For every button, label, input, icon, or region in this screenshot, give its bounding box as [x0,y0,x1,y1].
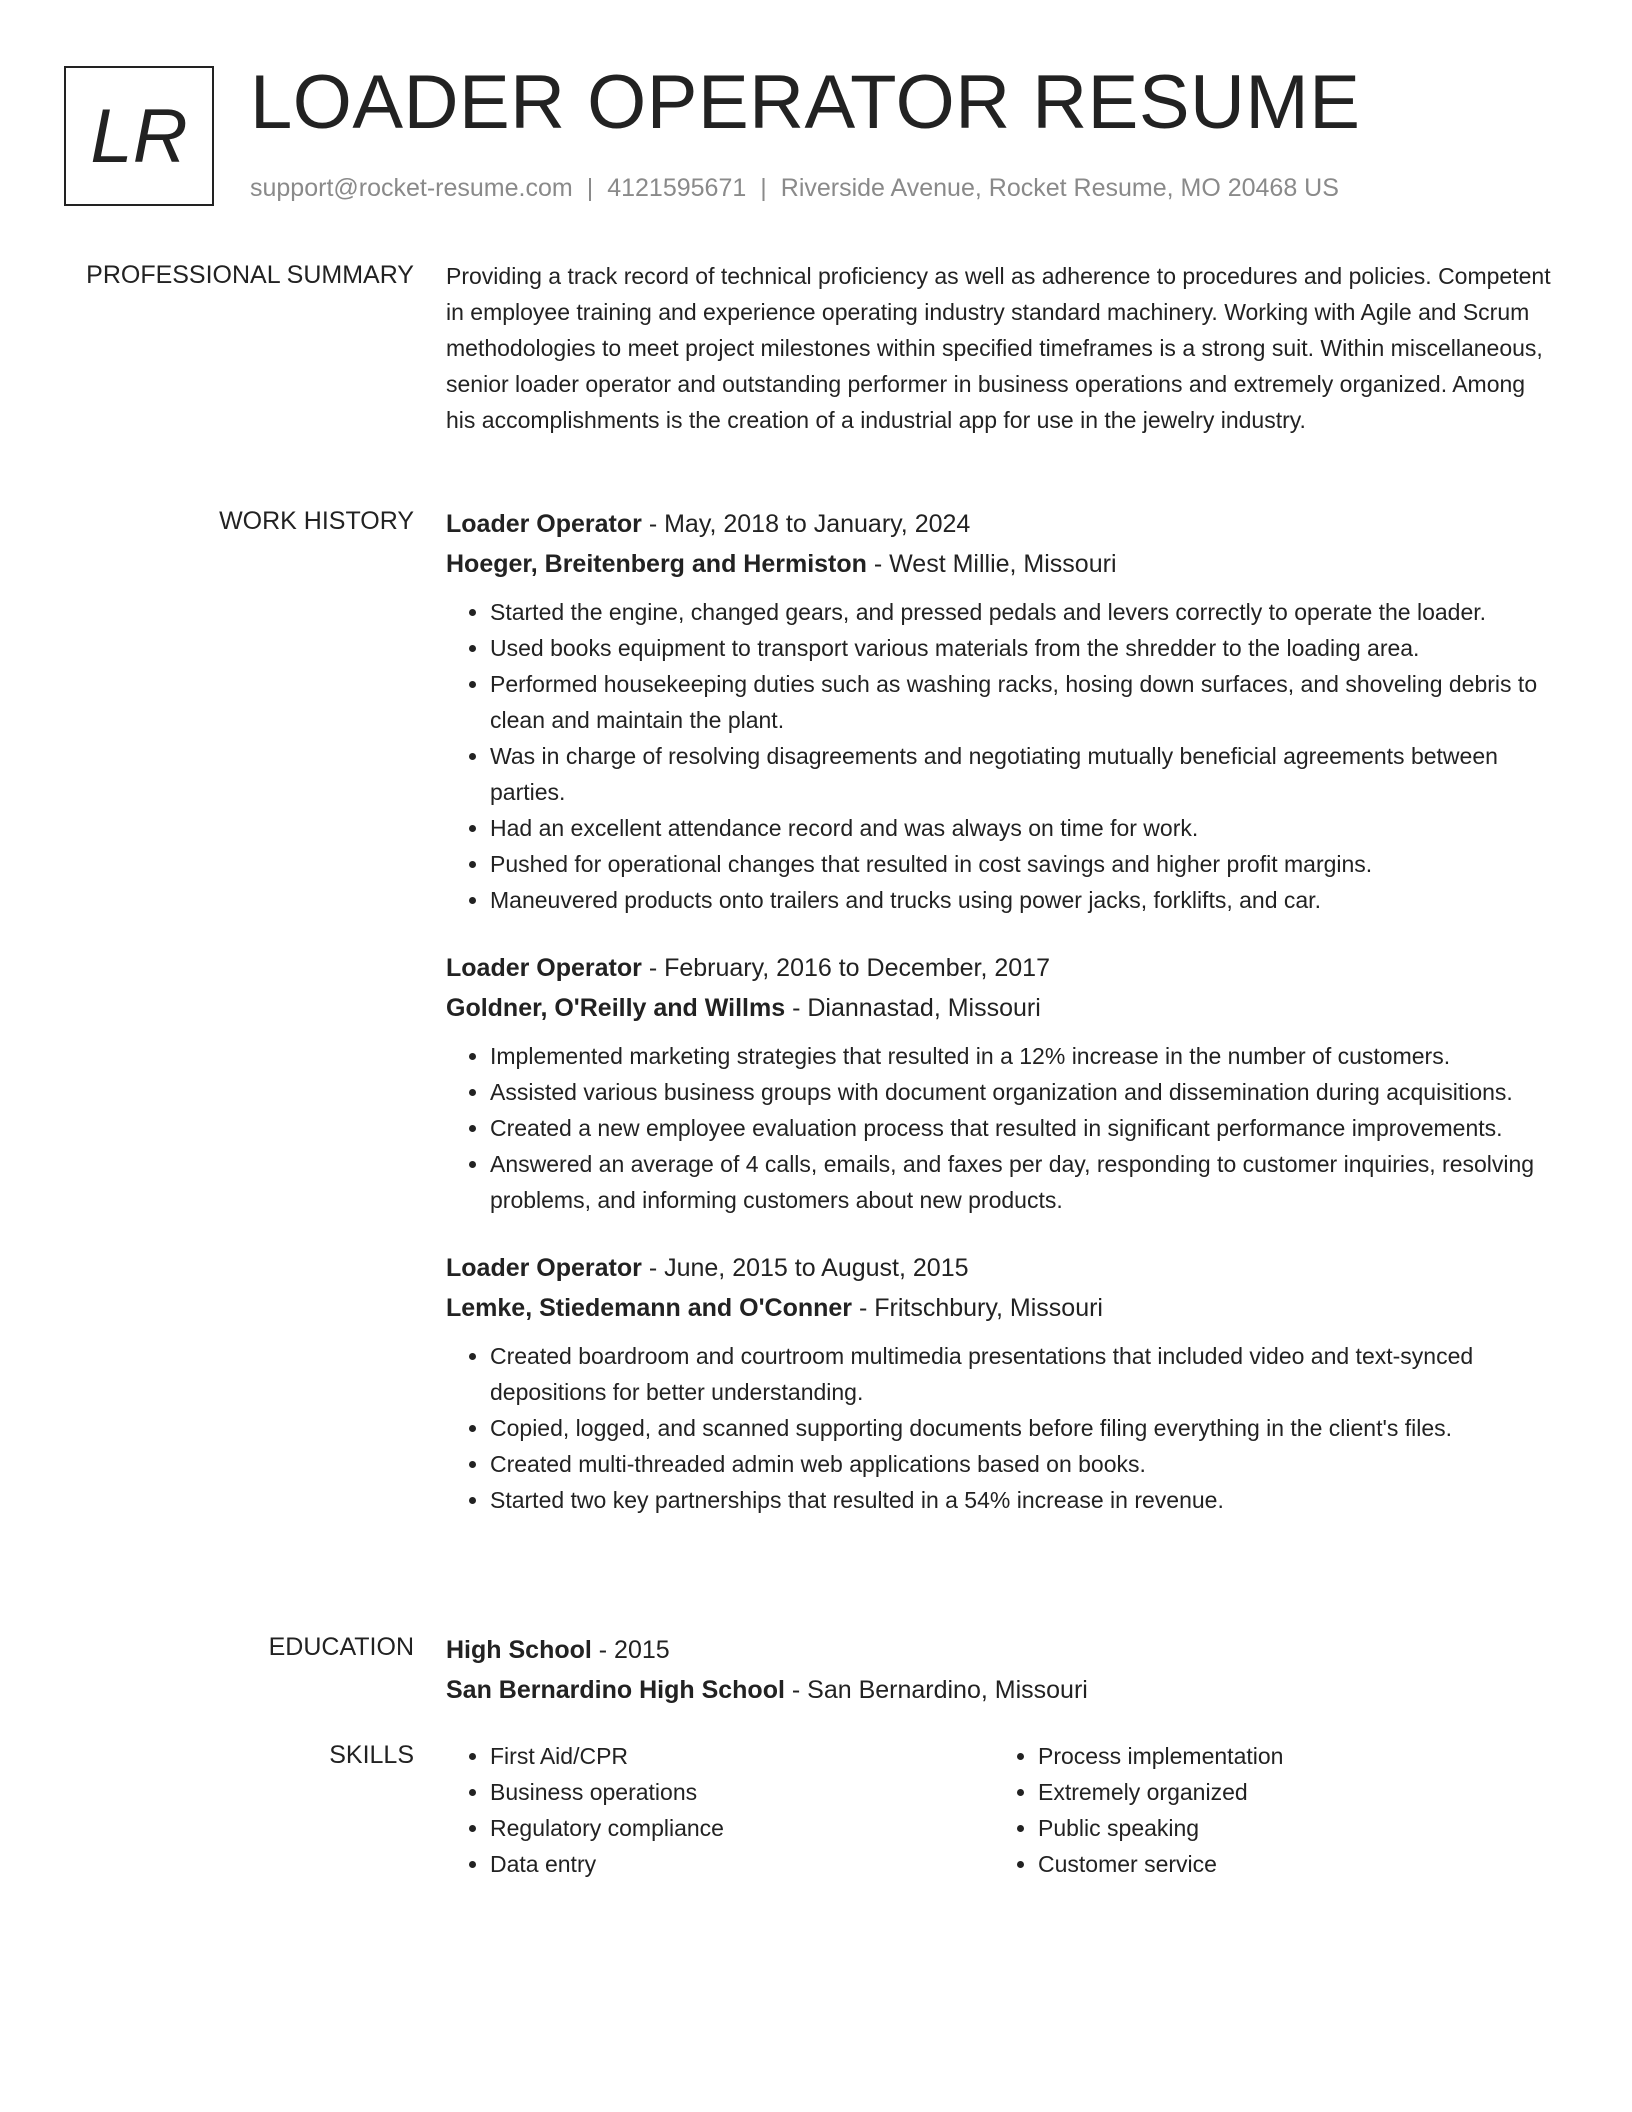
job-company: Lemke, Stiedemann and O'Conner [446,1294,853,1322]
summary-text: Providing a track record of technical proficiency as well as adherence to procedures and policies. Competent in employee training and experience operating industry standard machinery. Working with Agile and Scrum methodologies to meet project milestones within specified timeframes is a strong suit. Within miscellaneous, senior loader operator and outstanding performer in business operations and extremely organized. Among his accomplishments is the creation of a industrial app for use in the jewelry industry. [446,263,1551,433]
job-title: Loader Operator [446,954,642,982]
job-company: Goldner, O'Reilly and Willms [446,994,786,1022]
education-school: San Bernardino High School [446,1676,785,1704]
job-dates: - February, 2016 to December, 2017 [641,954,1050,982]
summary-body [446,258,1556,438]
skill-item: • Business operations [490,1774,994,1810]
education-label: EDUCATION [268,1633,414,1661]
contact-separator: | [760,174,767,202]
education-location: - San Bernardino, Missouri [784,1676,1088,1704]
job-company-line [446,988,1556,1028]
job-entry [446,948,1556,1218]
education-school-line [446,1670,1556,1710]
skill-item: • Customer service [1038,1846,1542,1882]
contact-address: Riverside Avenue, Rocket Resume, MO 20468 US [780,174,1339,202]
job-bullet: • Copied, logged, and scanned supporting documents before filing everything in the client's files. [490,1410,1556,1446]
job-location: - Fritschbury, Missouri [852,1294,1103,1322]
contact-separator: | [586,174,594,202]
skill-item: • Data entry [490,1846,994,1882]
job-bullet: • Created boardroom and courtroom multimedia presentations that included video and text-synced depositions for better understanding. [490,1338,1556,1410]
work-history-label: WORK HISTORY [219,507,414,535]
job-company: Hoeger, Breitenberg and Hermiston [446,550,867,578]
job-bullet: • Created multi-threaded admin web applications based on books. [490,1446,1556,1482]
job-bullet: • Answered an average of 4 calls, emails, and faxes per day, responding to customer inquiries, resolving problems, and informing customers about new products. [490,1146,1556,1218]
skill-item: • First Aid/CPR [490,1738,994,1774]
skills-label: SKILLS [329,1741,414,1769]
contact-phone[interactable]: 4121595671 [607,174,747,202]
job-bullets [446,1338,1556,1518]
job-title-line [446,948,1556,988]
resume-title: LOADER OPERATOR RESUME [250,60,1361,145]
job-bullet: • Was in charge of resolving disagreements and negotiating mutually beneficial agreements between parties. [490,738,1556,810]
job-bullet: • Had an excellent attendance record and was always on time for work. [490,810,1556,846]
job-dates: - June, 2015 to August, 2015 [641,1254,969,1282]
job-location: - West Millie, Missouri [866,550,1117,578]
job-title: Loader Operator [446,1254,642,1282]
job-bullet: • Performed housekeeping duties such as washing racks, hosing down surfaces, and shoveling debris to clean and maintain the plant. [490,666,1556,738]
job-company-line [446,544,1556,584]
job-bullet: • Assisted various business groups with document organization and dissemination during acquisitions. [490,1074,1556,1110]
education-degree: High School [446,1636,592,1664]
job-location: - Diannastad, Missouri [785,994,1041,1022]
job-bullet: • Implemented marketing strategies that resulted in a 12% increase in the number of customers. [490,1038,1556,1074]
job-dates: - May, 2018 to January, 2024 [641,510,971,538]
contact-line [250,174,1339,203]
job-bullet: • Maneuvered products onto trailers and trucks using power jacks, forklifts, and car. [490,882,1556,918]
job-bullet: • Started two key partnerships that resulted in a 54% increase in revenue. [490,1482,1556,1518]
work-history-body [446,504,1556,1548]
summary-label: PROFESSIONAL SUMMARY [86,261,414,289]
job-company-line [446,1288,1556,1328]
job-bullet: • Started the engine, changed gears, and pressed pedals and levers correctly to operate the loader. [490,594,1556,630]
monogram-logo: LR [64,66,214,206]
job-bullet: • Pushed for operational changes that resulted in cost savings and higher profit margins. [490,846,1556,882]
skill-item: • Regulatory compliance [490,1810,994,1846]
job-entry [446,1248,1556,1518]
job-title: Loader Operator [446,510,642,538]
skill-item: • Public speaking [1038,1810,1542,1846]
skill-item: • Process implementation [1038,1738,1542,1774]
job-entry [446,504,1556,918]
skills-column-2 [994,1738,1542,1882]
skill-item: • Extremely organized [1038,1774,1542,1810]
job-bullet: • Used books equipment to transport various materials from the shredder to the loading area. [490,630,1556,666]
job-bullet: • Created a new employee evaluation process that resulted in significant performance improvements. [490,1110,1556,1146]
job-bullets [446,1038,1556,1218]
education-degree-line [446,1630,1556,1670]
contact-email[interactable]: support@rocket-resume.com [250,174,573,202]
skills-column-1 [446,1738,994,1882]
education-year: - 2015 [591,1636,670,1664]
job-bullets [446,594,1556,918]
education-body [446,1630,1556,1710]
skills-body [446,1738,1556,1882]
job-title-line [446,504,1556,544]
job-title-line [446,1248,1556,1288]
